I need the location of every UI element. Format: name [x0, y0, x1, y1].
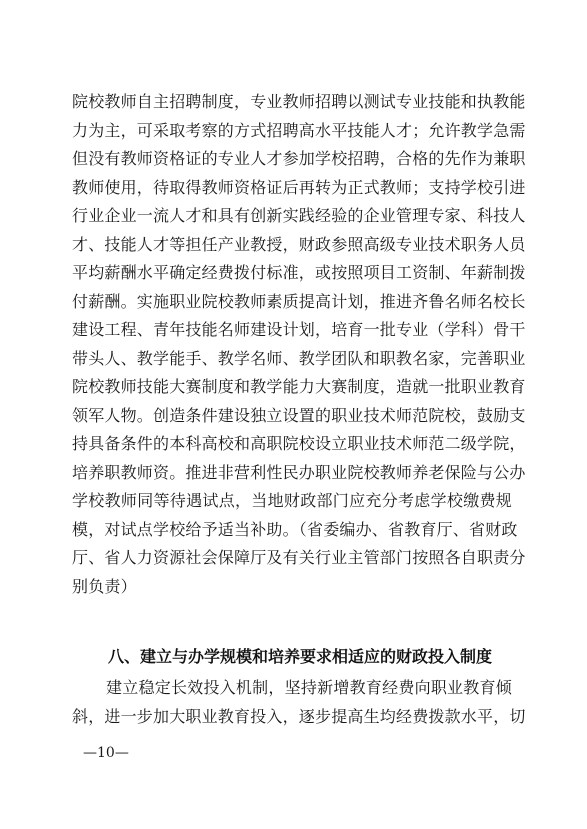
text-line: 培养职教师资。推进非营利性民办职业院校教师养老保险与公办 — [72, 462, 526, 482]
text-line: 行业企业一流人才和具有创新实践经验的企业管理专家、科技人 — [72, 206, 526, 225]
page-number: —10— — [83, 745, 129, 761]
text-line: 才、技能人才等担任产业教授，财政参照高级专业技术职务人员 — [72, 234, 526, 254]
text-line: 力为主，可采取考察的方式招聘高水平技能人才；允许教学急需 — [72, 120, 526, 140]
text-line: 厅、省人力资源社会保障厅及有关行业主管部门按照各自职责分 — [72, 548, 526, 567]
text-line: 付薪酬。实施职业院校教师素质提高计划，推进齐鲁名师名校长 — [72, 291, 526, 311]
text-line: 教师使用，待取得教师资格证后再转为正式教师；支持学校引进 — [72, 177, 526, 197]
text-line: 持具备条件的本科高校和高职院校设立职业技术师范二级学院， — [72, 434, 526, 453]
text-line: 斜，进一步加大职业教育投入，逐步提高生均经费拨款水平，切 — [72, 706, 526, 726]
paragraph-main — [72, 88, 526, 601]
text-line: 领军人物。创造条件建设独立设置的职业技术师范院校，鼓励支 — [72, 405, 526, 425]
text-line: 平均薪酬水平确定经费拨付标准，或按照项目工资制、年薪制拨 — [72, 263, 526, 282]
text-line: 别负责） — [72, 576, 137, 596]
text-line: 带头人、教学能手、教学名师、教学团队和职教名家，完善职业 — [72, 348, 526, 368]
text-line: 但没有教师资格证的专业人才参加学校招聘，合格的先作为兼职 — [72, 149, 526, 168]
section-heading: 八、建立与办学规模和培养要求相适应的财政投入制度 — [108, 647, 493, 666]
text-line: 建立稳定长效投入机制，坚持新增教育经费向职业教育倾 — [106, 678, 512, 697]
text-line: 院校教师自主招聘制度，专业教师招聘以测试专业技能和执教能 — [72, 92, 526, 111]
paragraph-section-eight — [72, 674, 526, 731]
text-line: 学校教师同等待遇试点，当地财政部门应充分考虑学校缴费规 — [72, 491, 512, 510]
text-line: 模，对试点学校给予适当补助。（省委编办、省教育厅、省财政 — [72, 519, 518, 539]
text-line: 院校教师技能大赛制度和教学能力大赛制度，造就一批职业教育 — [72, 377, 526, 396]
text-line: 建设工程、青年技能名师建设计划，培育一批专业（学科）骨干 — [72, 320, 526, 339]
